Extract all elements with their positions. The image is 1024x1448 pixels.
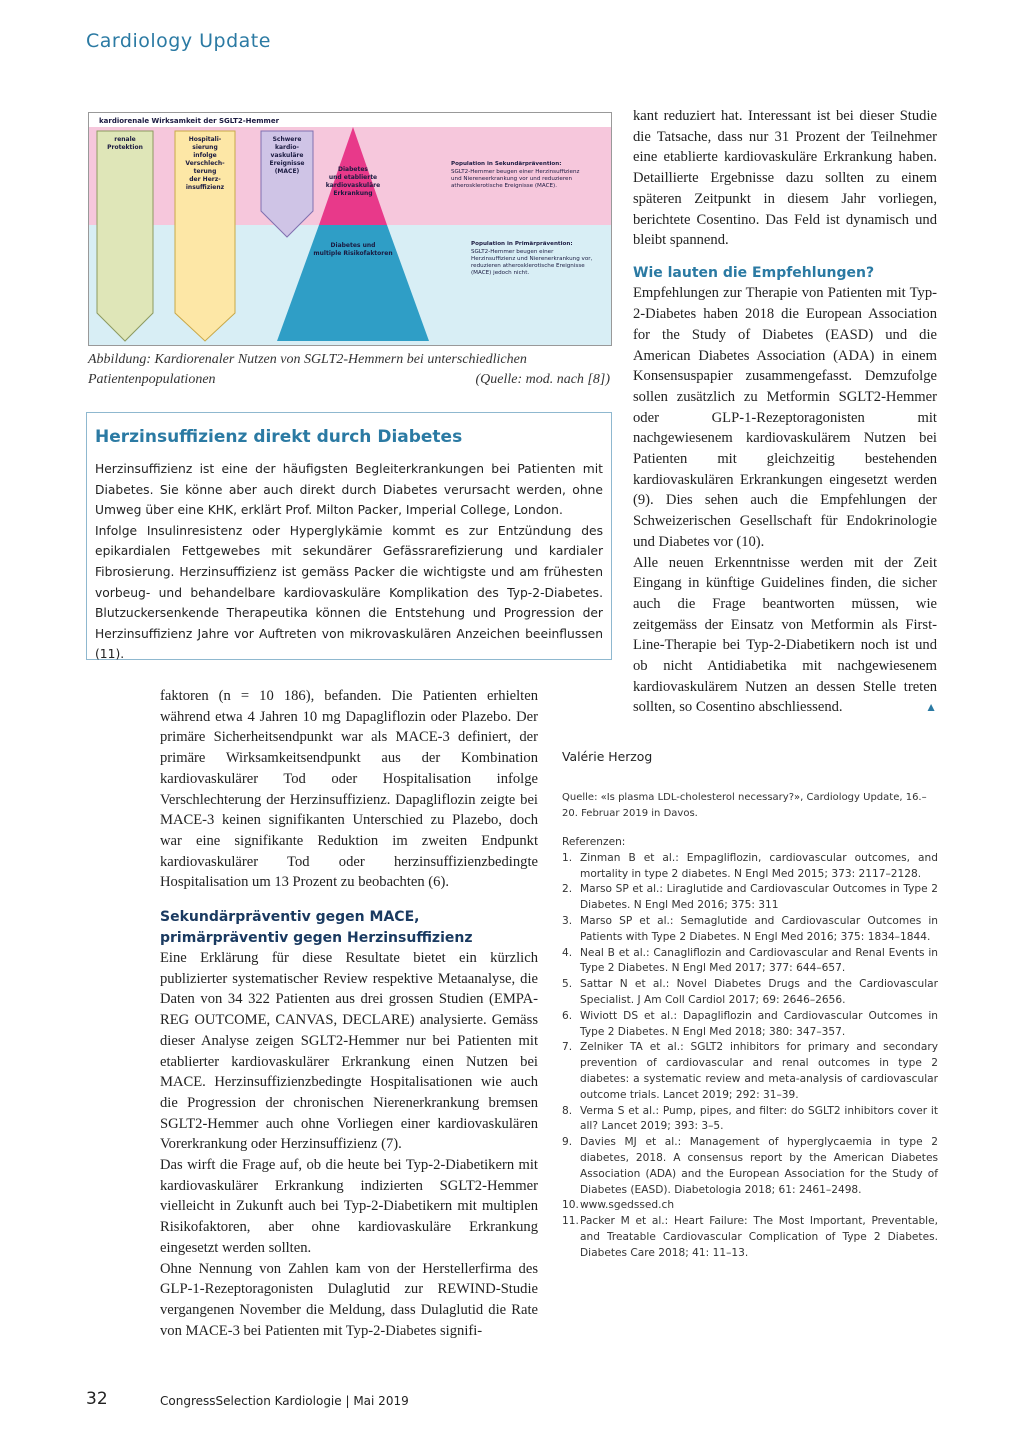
arrow3-line2: kardio- [275, 144, 299, 151]
pyramid-top-line3: kardiovaskuläre [325, 182, 381, 189]
arrow3-line5: (MACE) [274, 168, 300, 175]
running-header: Cardiology Update [86, 30, 271, 52]
caption-line1: Abbildung: Kardiorenaler Nutzen von SGLT2-Hemmern bei unterschiedlichen [88, 352, 527, 367]
arrow2-line6: der Herz- [189, 176, 221, 183]
references-label: Referenzen: [562, 836, 626, 848]
reference-item [562, 1214, 938, 1261]
arrow2-line3: infolge [193, 152, 217, 159]
page-number: 32 [86, 1389, 108, 1409]
reference-item [562, 1040, 938, 1103]
reference-text: Zinman B et al.: Empagliflozin, cardiovascular outcomes, and mortality in type 2 diabetes. N Engl Med 2015; 373: 2117–2128. [580, 851, 938, 880]
author: Valérie Herzog [562, 749, 653, 764]
info-box-paragraph-2: Infolge Insulinresistenz oder Hyperglykämie kommt es zur Entzündung des epikardialen Fettgewebes mit sekundärer Gefässrarefizierung und kardialer Fibrosierung. Herzinsuffizienz ist gemäss Packer die wichtigste und am frühesten vorbeug- und behandelbare kardiovaskuläre Komplikation des Typ-2-Diabetes. Blutzuckersenkende Therapeutika können die Entstehung und Progression der Herzinsuffizienz Jahre vor Auftreten von mikrovaskulären Anzeichen beeinflussen (11). [95, 523, 603, 662]
arrow2-line1: Hospitali- [188, 136, 222, 143]
reference-number: 6. [562, 1009, 573, 1022]
reference-number: 1. [562, 851, 573, 864]
reference-item [562, 946, 938, 978]
primary-line1: SGLT2-Hemmer beugen einer [471, 249, 554, 255]
reference-number: 11. [562, 1215, 579, 1228]
reference-number: 9. [562, 1136, 573, 1149]
reference-number: 8. [562, 1104, 573, 1117]
reference-text: Zelniker TA et al.: SGLT2 inhibitors for primary and secondary prevention of cardiovascular and renal outcomes in type 2 diabetes: a systematic review and meta-analysis of cardiovascular outcome trials. Lancet 2019; 292: 31–39. [580, 1041, 938, 1101]
references-list [562, 851, 938, 1262]
figure-sglt2-pyramid [88, 112, 612, 346]
caption-source: (Quelle: mod. nach [8]) [475, 372, 610, 387]
reference-text: Packer M et al.: Heart Failure: The Most Important, Preventable, and Treatable Cardiovascular Complication of Type 2 Diabetes. Diabetes Care 2018; 41: 11–13. [580, 1215, 938, 1259]
reference-number: 7. [562, 1041, 573, 1054]
reference-item [562, 1135, 938, 1198]
source-note: Quelle: «Is plasma LDL-cholesterol necessary?», Cardiology Update, 16.–20. Februar 2019 in Davos. [562, 792, 927, 819]
reference-item [562, 914, 938, 946]
paragraph: Das wirft die Frage auf, ob die heute bei Typ-2-Diabetikern mit kardiovaskulärer Erkrankung indizierten SGLT2-Hemmer vielleicht in Zukunft auch bei Typ-2-Diabetikern mit multiplen Risikofaktoren, aber ohne kardiovaskuläre Erkrankung eingesetzt werden sollten. [160, 1157, 538, 1256]
figure-caption [88, 350, 610, 390]
pyramid-top-line1: Diabetes [338, 166, 368, 173]
primary-title: Population in Primärprävention: [471, 241, 573, 247]
pyramid-bottom-line1: Diabetes und [330, 242, 376, 249]
info-box-title: Herzinsuffizienz direkt durch Diabetes [95, 427, 463, 447]
reference-text[interactable]: www.sgedssed.ch [580, 1199, 675, 1212]
paragraph: Eine Erklärung für diese Resultate bietet ein kürzlich publizierter systematischer Review respektive Metaanalyse, die Daten von 34 322 Patienten aus drei grossen Studien (EMPA-REG OUTCOME, CANVAS, DECLARE) analysierte. Gemäss dieser Analyse zeigen SGLT2-Hemmer nur bei Patienten mit etablierter kardiovaskulärer Erkrankung einen Nutzen bei MACE. Herzinsuffizienzbedingte Hospitalisationen wie auch die Progression der chronischen Nierenerkrankung bremsen SGLT2-Hemmer auch ohne Vorliegen einer kardiovaskulären Vorerkrankung oder Herzinsuffizienz (7). [160, 950, 538, 1153]
publication-footer: CongressSelection Kardiologie | Mai 2019 [160, 1394, 409, 1408]
end-of-article-icon: ▲ [925, 700, 937, 715]
arrow2-line2: sierung [192, 144, 218, 151]
reference-number: 4. [562, 946, 573, 959]
arrow3-line4: Ereignisse [269, 160, 305, 167]
secondary-line1: SGLT2-Hemmer beugen einer Herzinsuffizienz [451, 169, 580, 175]
reference-number: 2. [562, 883, 573, 896]
arrow2-line7: insuffizienz [185, 184, 225, 191]
reference-number: 5. [562, 978, 573, 991]
caption-line2: Patientenpopulationen [88, 372, 216, 387]
paragraph-text: Alle neuen Erkenntnisse werden mit der Zeit Eingang in künftige Guidelines finden, die sicher auch die Frage beantworten müssen, wie zeitgemäss der Einsatz von Metformin als First-Line-Therapie bei Typ-2-Diabetikern noch ist und ob nicht Antidiabetika mit nachgewiesenem kardiovaskulärem Nutzen an dessen Stelle treten sollten, so Cosentino abschliessend. [633, 554, 937, 716]
paragraph: Empfehlungen zur Therapie von Patienten mit Typ-2-Diabetes haben 2018 die European Association for the Study of Diabetes (EASD) und die American Diabetes Association (ADA) in einem Konsensuspapier zusammengefasst. Demzufolge sollen zusätzlich zu Metformin SGLT2-Hemmer oder GLP-1-Rezeptoragonisten mit nachgewiesenem kardiovaskulärem Nutzen bei Patienten mit gleichzeitig bestehenden kardiovaskulären Erkrankungen eingesetzt werden (9). Dies sehen auch die Empfehlungen der Schweizerischen Gesellschaft für Endokrinologie und Diabetes vor (10). [633, 285, 937, 550]
references [562, 835, 938, 1262]
paragraph: kant reduziert hat. Interessant ist bei dieser Studie die Tatsache, dass nur 31 Prozent der Teilnehmer eine etablierte kardiovaskuläre Erkrankung haben. Detaillierte Ergebnisse dazu sollten zu einem späteren Zeitpunkt in diesem Jahr vorliegen, berichtete Cosentino. Das Feld ist dynamisch und bleibt spannend. [633, 108, 937, 249]
reference-item [562, 977, 938, 1009]
section-heading-line1: Sekundärpräventiv gegen MACE, [160, 909, 420, 926]
arrow3-line3: vaskuläre [270, 152, 304, 159]
section-heading: Wie lauten die Empfehlungen? [633, 264, 875, 281]
arrow-renal [97, 131, 153, 341]
primary-line3: reduzieren atherosklerotische Ereignisse [471, 263, 585, 269]
reference-text: Sattar N et al.: Novel Diabetes Drugs and the Cardiovascular Specialist. J Am Coll Cardiol 2017; 69: 2646–2656. [580, 978, 938, 1006]
figure-heading: kardiorenale Wirksamkeit der SGLT2-Hemmer [99, 117, 280, 125]
info-box-paragraph-1: Herzinsuffizienz ist eine der häufigsten Begleiterkrankungen bei Patienten mit Diabetes. Sie könne aber auch direkt durch Diabetes verursacht werden, ohne Umweg über eine KHK, erklärt Prof. Milton Packer, Imperial College, London. [95, 462, 603, 518]
reference-number: 10. [562, 1199, 579, 1212]
reference-text: Marso SP et al.: Liraglutide and Cardiovascular Outcomes in Type 2 Diabetes. N Engl Med 2016; 375: 311 [580, 883, 938, 912]
secondary-line2: und Niereneerkrankung vor und reduzieren [451, 176, 572, 182]
arrow1-line2: Protektion [107, 144, 143, 151]
pyramid-bottom-line2: multiple Risikofaktoren [313, 250, 393, 257]
secondary-title: Population in Sekundärprävention: [451, 161, 562, 167]
reference-text: Davies MJ et al.: Management of hyperglycaemia in type 2 diabetes, 2018. A consensus report by the American Diabetes Association (ADA) and the European Association for the Study of Diabetes (EASD). Diabetologia 2018; 61: 2461–2498. [580, 1136, 938, 1196]
section-heading-line2: primärpräventiv gegen Herzinsuffizienz [160, 929, 473, 946]
paragraph: faktoren (n = 10 186), befanden. Die Patienten erhielten während etwa 4 Jahren 10 mg Dapagliflozin oder Plazebo. Der primäre Sicherheitsendpunkt war als MACE-3 definiert, der primäre Wirksamkeitsendpunkt aus der Kombination kardiovaskulärer Tod oder Hospitalisation infolge Verschlechterung der Herzinsuffizienz. Dapagliflozin zeigte bei MACE-3 keinen signifikanten Unterschied zu Plazebo, doch war eine signifikante Reduktion im zweiten Endpunkt kardiovaskulärer Tod oder herzinsuffizienzbedingte Hospitalisation um 13 Prozent zu beobachten (6). [160, 688, 538, 891]
reference-item [562, 1198, 938, 1214]
body-column-middle [160, 686, 538, 1341]
reference-text: Verma S et al.: Pump, pipes, and filter: do SGLT2 inhibitors cover it all? Lancet 2019; 393: 3–5. [580, 1104, 938, 1133]
reference-item [562, 1104, 938, 1136]
pyramid-top-line2: und etablierte [328, 174, 378, 181]
primary-line4: (MACE) jedoch nicht. [471, 270, 530, 276]
reference-text: Wiviott DS et al.: Dapagliflozin and Cardiovascular Outcomes in Type 2 Diabetes. N Engl Med 2018; 380: 347–357. [580, 1009, 938, 1038]
arrow2-line4: Verschlech- [185, 160, 225, 167]
paragraph: Ohne Nennung von Zahlen kam von der Herstellerfirma des GLP-1-Rezeptoragonisten Dulaglutid zur REWIND-Studie vergangenen November die Meldung, dass Dulaglutid die Rate von MACE-3 bei Patienten mit Typ-2-Diabetes signifi- [160, 1260, 538, 1339]
primary-line2: Herzinsuffizienz und Nierenerkrankung vor, [471, 256, 593, 262]
paragraph [633, 553, 937, 719]
arrow1-line1: renale [114, 136, 136, 143]
figure-svg [89, 113, 611, 345]
arrow2-line5: terung [193, 168, 217, 175]
reference-item [562, 851, 938, 883]
reference-text: Neal B et al.: Canagliflozin and Cardiovascular and Renal Events in Type 2 Diabetes. N Engl Med 2017; 377: 644–657. [580, 946, 938, 975]
info-box [86, 412, 612, 660]
reference-text: Marso SP et al.: Semaglutide and Cardiovascular Outcomes in Patients with Type 2 Diabetes. N Engl Med 2016; 375: 1834–1844. [580, 914, 938, 943]
arrow3-line1: Schwere [272, 136, 302, 143]
secondary-line3: atherosklerotische Ereignisse (MACE). [451, 183, 557, 189]
reference-number: 3. [562, 914, 573, 927]
reference-item [562, 1009, 938, 1041]
reference-item [562, 882, 938, 914]
body-column-right [633, 106, 937, 718]
pyramid-top-line4: Erkrankung [333, 190, 373, 197]
